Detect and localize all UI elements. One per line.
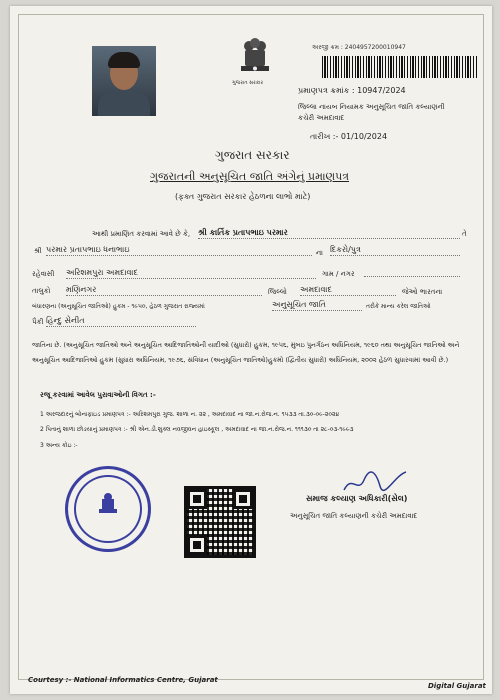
- document-2: 2 પિતાનું શાળા છોડયાનું પ્રમાણપત્ર :- શ્રી એન.ડી.શુક્લ નવજીવન હાઇસ્કૂલ , અમદાવાદ ના જા.ન.રોજ.ન. ૧૧૧૩૦ તા ૨૮-૦૩-૧૯૯૩: [40, 426, 354, 433]
- legal-paragraph: જાતિના છે. (અનુસૂચિત જાતિઓ અને અનુસૂચિત આદિજાતિઓની યાદીઓ (સુધારો) હુકમ, ૧૯૫૬, મુંબઇ પુનર્ગઠન અધિનિયમ, ૧૯૬૦ તથા અનુસૂચિત જાતિઓ અને અનુસૂચિત આદિજાતિઓ હુકમ (સુધારા અધિનિયમ, ૧૯૭૬, સંવિધાન (અનુસૂચિત જાતિઓ)હુકમો (દ્વિતીય સુધારો) અધિનિયમ, ૨૦૦૨ હેઠળ સુધારવામાં આવી છે.): [32, 341, 460, 364]
- document-1: 1 અરજદારનું બોનાફાઇડ પ્રમાણપત્ર :- અરિશમપુરા ગુજ. શાળા ન. ૨૨ , અમદાવાદ ના જા.ન.રોજ.ન. ૧૫૩૩ તા.૩૦-૦૯-૨૦૨૪: [40, 411, 340, 418]
- issue-date: તારીખ :- 01/10/2024: [310, 132, 388, 141]
- footer-brand: Digital Gujarat: [428, 682, 486, 690]
- document-3: 3 અન્ય કોઇ :-: [40, 442, 78, 449]
- issuer-line-2: કચેરી અમદાવાદ: [298, 114, 345, 122]
- parent-prefix: શ્રી: [34, 247, 42, 255]
- relation-prefix: ના: [316, 249, 323, 257]
- footer-courtesy: Courtesy :- National Informatics Centre, Gujarat: [28, 676, 218, 684]
- village-label: ગામ / નગર: [322, 270, 355, 278]
- parent-name: પરમાર પ્રતાપભાઇ ધનાભાઇ: [46, 245, 312, 256]
- qr-code: [184, 486, 256, 558]
- district-label: જિલ્લો: [268, 288, 287, 296]
- caste-value: હિન્દુ સેનીત: [46, 316, 196, 327]
- issuer-line-1: જિલ્લા નાયબ નિયામક અનુસૂચિત જાતિ કલ્યાણની: [298, 103, 445, 111]
- signatory-title: સમાજ કલ્યાણ અધિકારી(સેલ): [306, 494, 408, 503]
- certificate-sheet: [10, 6, 492, 694]
- certify-suffix: તે: [462, 230, 467, 238]
- emblem-caption: ગુજરાત સરકાર: [232, 80, 264, 86]
- recognition-text: તરીકે માન્ય કરેલ જાતિઓ: [366, 303, 431, 310]
- office-seal-stamp: [65, 466, 151, 552]
- application-number: અરજી ક્રમ : 2404957200010947: [312, 44, 406, 51]
- certificate-title: ગુજરાતની અનુસૂચિત જાતિ અંગેનું પ્રમાણપત્ર: [150, 170, 350, 183]
- certificate-subtitle: (ફક્ત ગુજરાત સરકાર હેઠળના લાભો માટે): [175, 192, 311, 201]
- barcode: [322, 56, 477, 78]
- resident-prefix: રહેવાસી: [32, 270, 55, 278]
- taluka-label: તાલુકો: [32, 287, 51, 295]
- documents-title: રજૂ કરવામાં આવેલ પુરાવાઓની વિગત :-: [40, 391, 156, 399]
- taluka-value: મણિનગર: [66, 285, 262, 296]
- resident-place: અરિશમપુરા અમદાવાદ: [66, 268, 316, 279]
- constitution-text: બંધારણના (અનુસૂચિત જાતિઓ) હુકમ - ૧૯૫૦, હેઠળ ગુજરાત રાજ્યમાં: [32, 303, 205, 310]
- district-value: અમદાવાદ: [300, 285, 396, 296]
- gov-title: ગુજરાત સરકાર: [215, 148, 290, 162]
- holder-name: શ્રી કાર્તિક પ્રતાપભાઇ પરમાર: [198, 228, 460, 239]
- caste-prefix: પૈકી: [32, 318, 44, 326]
- relation: દિકરો/પુત્ર: [330, 245, 460, 256]
- national-emblem-icon: [235, 36, 275, 78]
- certificate-number: પ્રમાણપત્ર ક્રમાંક : 10947/2024: [298, 86, 406, 95]
- village-field: [364, 276, 460, 277]
- signatory-office: અનુસૂચિત જાતિ કલ્યાણની કચેરી અમદાવાદ: [290, 512, 418, 520]
- state-label: જેઓ ભારતના: [402, 288, 443, 296]
- applicant-photo: [92, 46, 156, 116]
- certify-prefix: આથી પ્રમાણિત કરવામાં આવે છે કે,: [92, 230, 191, 238]
- category-value: અનુસૂચિત જાતિ: [272, 300, 362, 311]
